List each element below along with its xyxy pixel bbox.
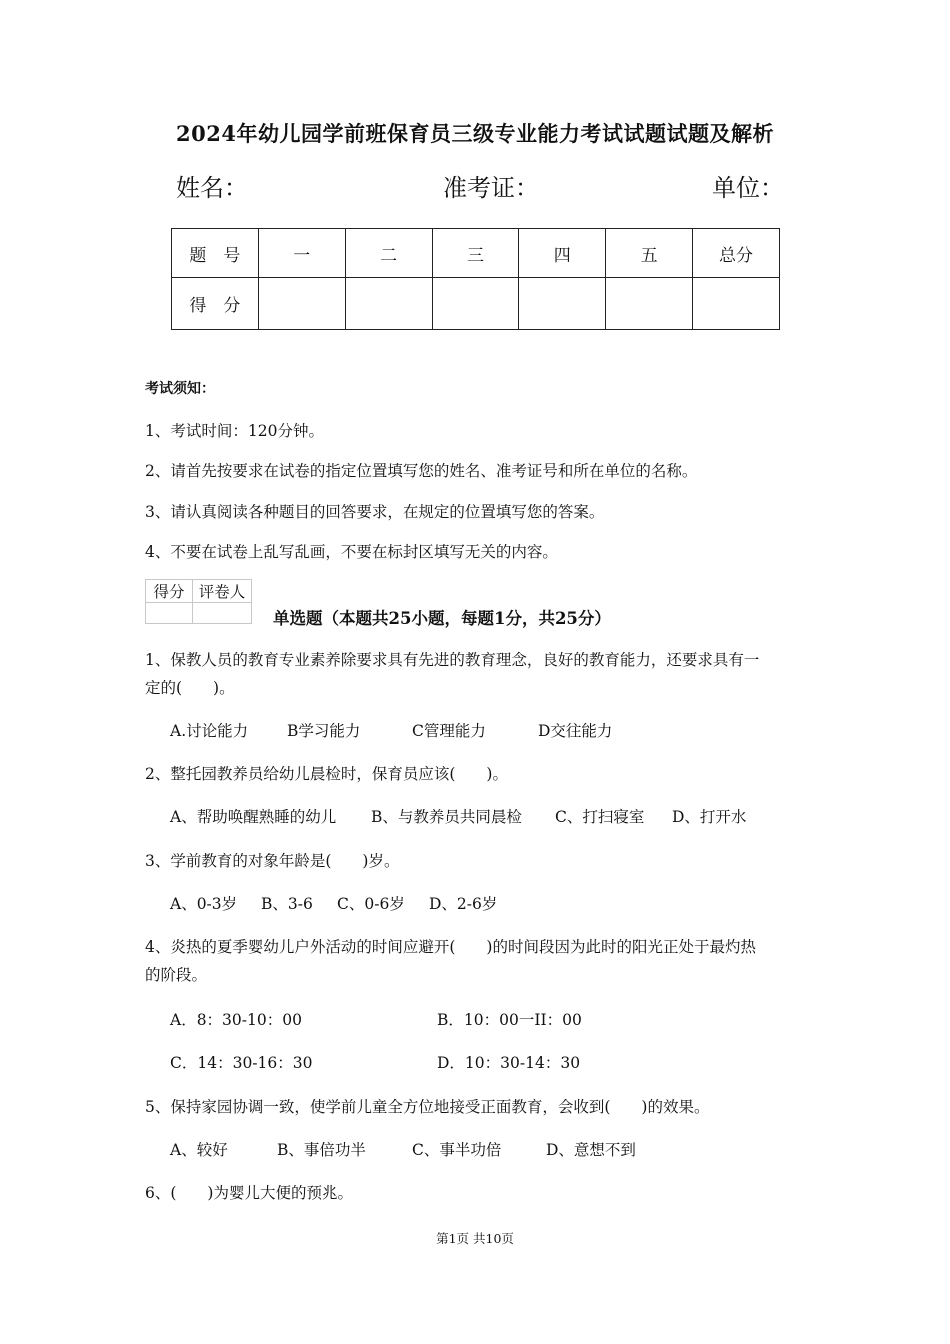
score-row-label: 得 分 [172,278,259,330]
question-2-text: 2、整托园教养员给幼儿晨检时，保育员应该( )。 [145,765,508,783]
notice-item: 1、考试时间：120分钟。 [145,422,324,440]
grader-box [145,579,252,624]
name-field-label: 姓名： [176,174,248,202]
score-cell[interactable] [606,278,693,330]
question-5-text: 5、保持家园协调一致，使学前儿童全方位地接受正面教育，会收到( )的效果。 [145,1098,710,1116]
section-title: 单选题（本题共25小题，每题1分，共25分） [273,609,611,628]
question-3-option-a: A、0-3岁 [170,895,238,913]
question-4-option-b: B．10：00一II：00 [437,1011,582,1029]
notice-item: 3、请认真阅读各种题目的回答要求，在规定的位置填写您的答案。 [145,503,605,521]
question-4-option-c: C．14：30-16：30 [170,1054,313,1072]
unit-field-label: 单位： [712,174,784,202]
question-3-option-d: D、2-6岁 [429,895,498,913]
question-1-option-c: C管理能力 [412,722,486,740]
score-table-header-cell: 题 号 [172,229,259,278]
question-1-option-b: B学习能力 [287,722,361,740]
question-3-text: 3、学前教育的对象年龄是( )岁。 [145,852,400,870]
score-table-header-cell: 三 [432,229,519,278]
notice-heading: 考试须知： [145,381,215,397]
score-cell[interactable] [258,278,345,330]
grader-name-label: 评卷人 [193,580,252,603]
notice-item: 4、不要在试卷上乱写乱画，不要在标封区填写无关的内容。 [145,543,558,561]
question-2-option-a: A、帮助唤醒熟睡的幼儿 [170,808,337,826]
question-4-option-d: D．10：30-14：30 [437,1054,581,1072]
grader-name-cell[interactable] [193,603,252,624]
question-2-option-d: D、打开水 [672,808,747,826]
score-table-header-cell: 总分 [693,229,780,278]
score-cell[interactable] [693,278,780,330]
page-footer: 第1页 共10页 [436,1231,514,1246]
score-table-header-row [172,229,780,278]
score-table-header-cell: 四 [519,229,606,278]
score-table-header-cell: 二 [345,229,432,278]
score-table-header-cell: 一 [258,229,345,278]
score-cell[interactable] [432,278,519,330]
question-3-option-c: C、0-6岁 [337,895,405,913]
question-1-text: 1、保教人员的教育专业素养除要求具有先进的教育理念，良好的教育能力，还要求具有一 [145,651,760,669]
score-table-score-row [172,278,780,330]
question-5-option-b: B、事倍功半 [277,1141,366,1159]
question-4-text-cont: 的阶段。 [145,966,208,984]
question-5-option-a: A、较好 [170,1141,228,1159]
question-1-text-cont: 定的( )。 [145,679,235,697]
question-1-option-a: A.讨论能力 [170,722,249,740]
question-5-option-d: D、意想不到 [546,1141,636,1159]
grader-score-cell[interactable] [146,603,193,624]
question-6-text: 6、( )为婴儿大便的预兆。 [145,1184,353,1202]
question-1-option-d: D交往能力 [538,722,613,740]
question-4-option-a: A．8：30-10：00 [170,1011,302,1029]
score-cell[interactable] [345,278,432,330]
score-table [171,228,780,330]
exam-number-field-label: 准考证： [443,174,539,202]
notice-item: 2、请首先按要求在试卷的指定位置填写您的姓名、准考证号和所在单位的名称。 [145,462,698,480]
grader-score-label: 得分 [146,580,193,603]
question-2-option-c: C、打扫寝室 [555,808,645,826]
score-table-header-cell: 五 [606,229,693,278]
question-4-text: 4、炎热的夏季婴幼儿户外活动的时间应避开( )的时间段因为此时的阳光正处于最灼热 [145,938,756,956]
exam-title: 2024年幼儿园学前班保育员三级专业能力考试试题试题及解析 [176,121,774,146]
question-5-option-c: C、事半功倍 [412,1141,502,1159]
question-3-option-b: B、3-6 [261,895,313,913]
question-2-option-b: B、与教养员共同晨检 [371,808,522,826]
score-cell[interactable] [519,278,606,330]
